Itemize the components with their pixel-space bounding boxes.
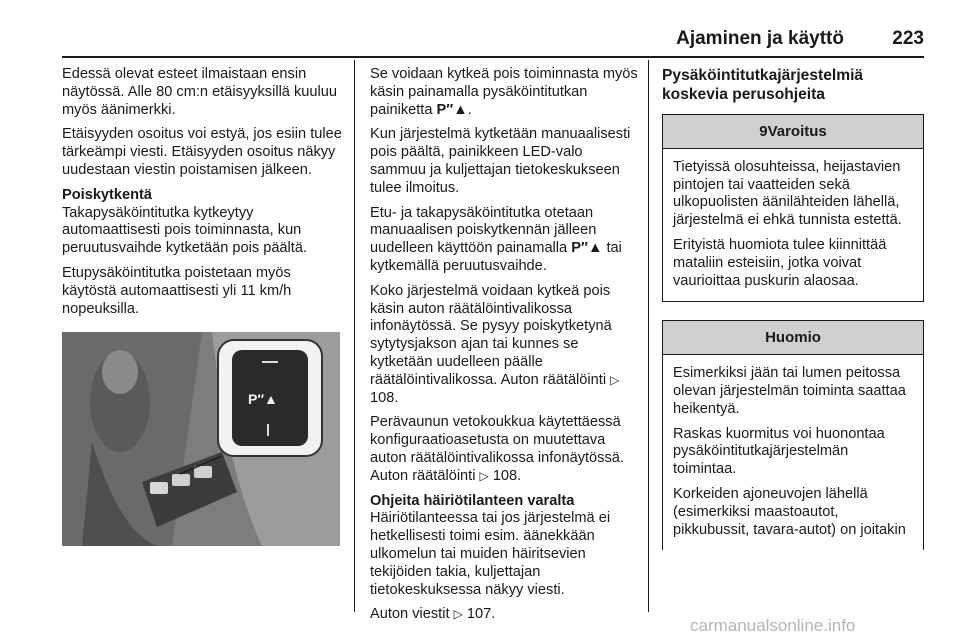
warning-icon: 9 bbox=[759, 123, 768, 140]
paragraph: Edessä olevat esteet ilmaistaan ensin näytössä. Alle 80 cm:n etäisyyksillä kuuluu myös äänimerkki. bbox=[62, 66, 337, 118]
column-divider-1 bbox=[354, 60, 355, 612]
column-divider-2 bbox=[648, 60, 649, 612]
column-1 bbox=[62, 66, 344, 546]
section-title: Pysäköintitutkajärjestelmiä koskevia perusohjeita bbox=[662, 67, 864, 103]
page-ref-arrow-icon: ▷ bbox=[453, 607, 463, 622]
paragraph: Kun järjestelmä kytketään manuaalisesti pois päältä, painikkeen LED-valo sammuu ja kuljettajan tietokeskukseen tulee ilmoitus. bbox=[370, 126, 631, 196]
note-text: Esimerkiksi jään tai lumen peitossa olevan järjestelmän toiminta saattaa heikentyä. bbox=[673, 365, 906, 417]
subheading-fault: Ohjeita häiriötilanteen varalta bbox=[370, 492, 575, 509]
note-text: Raskas kuormitus voi huonontaa pysäköintitutkajärjestelmän toimintaa. bbox=[673, 425, 885, 478]
page-ref-arrow-icon: ▷ bbox=[479, 468, 489, 483]
header-title: Ajaminen ja käyttö bbox=[676, 28, 844, 49]
paragraph: Se voidaan kytkeä pois toiminnasta myös käsin painamalla pysäköintitutkan painiketta P″▲. bbox=[370, 66, 638, 118]
header-rule bbox=[62, 56, 924, 58]
paragraph: Etupysäköintitutka poistetaan myös käytöstä automaattisesti yli 11 km/h nopeuksilla. bbox=[62, 264, 292, 317]
paragraph: Etu- ja takapysäköintitutka otetaan manuaalisen poiskytkennän jälleen uudelleen käyttöön painamalla P″▲ tai kytkemällä peruutusvaihde. bbox=[370, 204, 622, 274]
warning-heading: 9Varoitus bbox=[663, 115, 923, 149]
warning-box bbox=[662, 114, 924, 302]
page-ref-arrow-icon: ▷ bbox=[610, 372, 620, 387]
note-heading: Huomio bbox=[663, 321, 923, 355]
warning-text: Erityistä huomiota tulee kiinnittää mataliin esteisiin, jotka voivat vaurioittaa puskurin alaosaa. bbox=[673, 236, 887, 289]
subheading-deactivation: Poiskytkentä bbox=[62, 186, 153, 203]
watermark: carmanualsonline.info bbox=[690, 616, 856, 635]
gear-console-illustration bbox=[62, 332, 340, 546]
column-2 bbox=[370, 66, 638, 631]
page-number: 223 bbox=[892, 28, 924, 49]
paragraph: Koko järjestelmä voidaan kytkeä pois käsin auton räätälöintivalikossa infonäytössä. Se pysyy poiskytketynä sytytysjakson ajan tai kunnes se kytketään uudelleen päälle räätälöintivalikossa. Auton räätälöinti ▷ 108. bbox=[370, 282, 620, 406]
paragraph: Häiriötilanteessa tai jos järjestelmä ei hetkellisesti toimi esim. äänekkään ulkomelun tai muiden häiritsevien tekijöiden takia, kuljettajan tietokeskuksessa näkyy viesti. bbox=[370, 510, 611, 598]
parking-sensor-icon: P″▲ bbox=[571, 240, 603, 257]
parking-sensor-icon: P″▲ bbox=[436, 101, 468, 118]
paragraph: Takapysäköintitutka kytkeytyy automaattisesti pois toiminnasta, kun peruutusvaihde kytketään pois päältä. bbox=[62, 204, 308, 257]
warning-text: Tietyissä olosuhteissa, heijastavien pintojen tai vaatteiden sekä ulkopuolisten äänilähteiden lähellä, järjestelmä ei ehkä tunnista estettä. bbox=[673, 158, 902, 229]
svg-text:P″▲: P″▲ bbox=[248, 391, 278, 408]
paragraph: Perävaunun vetokoukkua käytettäessä konfiguraatioasetusta on muutettava auton räätälöintivalikossa infonäytössä. Auton räätälöinti ▷ 108. bbox=[370, 414, 624, 484]
paragraph: Auton viestit ▷ 107. bbox=[370, 606, 496, 623]
paragraph: Etäisyyden osoitus voi estyä, jos esiin tulee tärkeämpi viesti. Etäisyyden osoitus näkyy uudestaan viestin poistamisen jälkeen. bbox=[62, 126, 342, 178]
column-3 bbox=[662, 66, 924, 550]
parking-button-photo bbox=[62, 332, 340, 546]
note-text: Korkeiden ajoneuvojen lähellä (esimerkiksi maastoautot, pikkubussit, tavara-autot) on joitakin bbox=[673, 485, 906, 538]
note-box bbox=[662, 320, 924, 550]
page-header bbox=[62, 26, 924, 58]
